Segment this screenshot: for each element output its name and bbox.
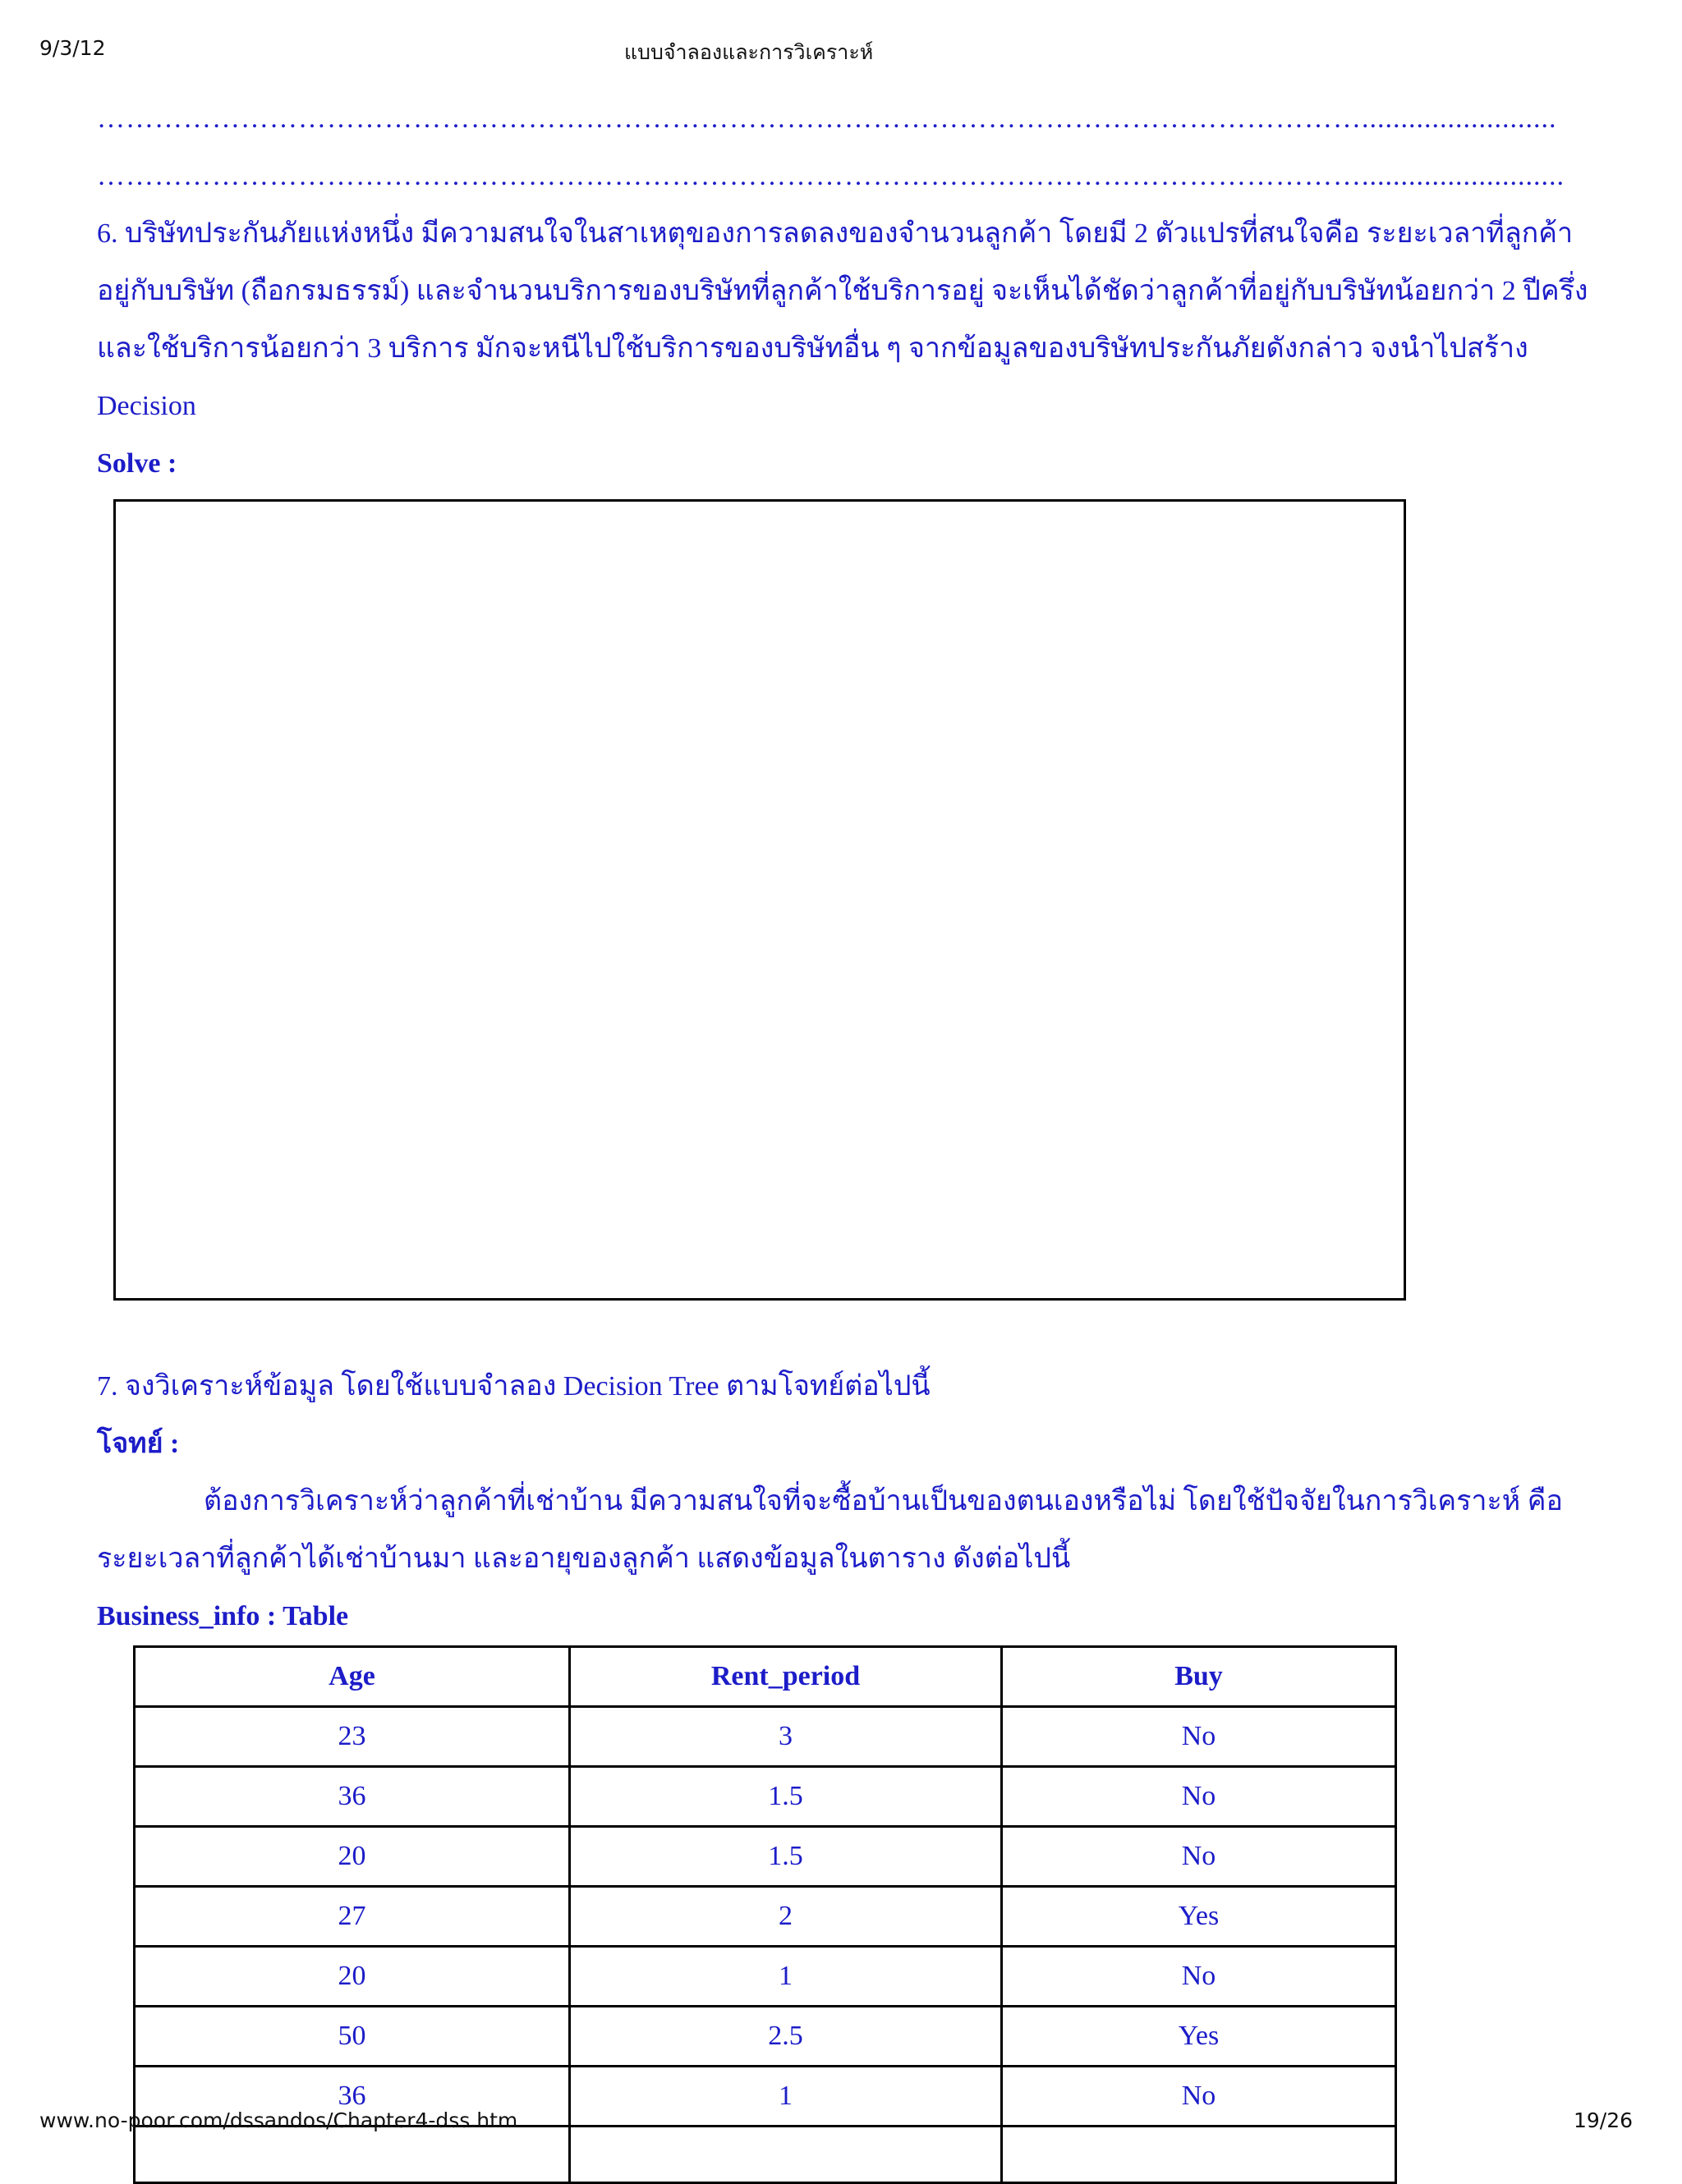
cell-rent-period: 2 (570, 1887, 1002, 1947)
cell-buy: No (1002, 1827, 1396, 1887)
question-7-text: 7. จงวิเคราะห์ข้อมูล โดยใช้แบบจำลอง Decision Tree ตามโจทย์ต่อไปนี้ (97, 1371, 931, 1402)
footer-page-number: 19/26 (1573, 2108, 1633, 2132)
cell-buy: No (1002, 2067, 1396, 2127)
cell-buy: No (1002, 1947, 1396, 2007)
cell-rent-period: 2.5 (570, 2007, 1002, 2067)
footer-url: www.no-poor.com/dssandos/Chapter4-dss.htm (39, 2108, 518, 2132)
table-row (135, 1887, 1396, 1947)
header-buy: Buy (1002, 1647, 1396, 1707)
question-6-text: 6. บริษัทประกันภัยแห่งหนึ่ง มีความสนใจในสาเหตุของการลดลงของจำนวนลูกค้า โดยมี 2 ตัวแปรที่สนใจคือ ระยะเวลาที่ลูกค้าอยู่กับบริษัท (ถือกรมธรรม์) และจำนวนบริการของบริษัทที่ลูกค้าใช้บริการอยู่ จะเห็นได้ชัดว่าลูกค้าที่อยู่กับบริษัทน้อยกว่า 2 ปีครึ่ง และใช้บริการน้อยกว่า 3 บริการ มักจะหนีไปใช้บริการของบริษัทอื่น ๆ จากข้อมูลของบริษัทประกันภัยดังกล่าว จงนำไปสร้าง Decision (97, 218, 1588, 421)
cell-age: 50 (135, 2007, 570, 2067)
table-label: Business_info : Table (97, 1601, 349, 1631)
dotted-answer-line: …………………………………………………………………………………………………………………….......................... (97, 161, 1565, 191)
header-date: 9/3/12 (39, 36, 106, 60)
table-row (135, 2127, 1396, 2183)
cell-buy (1002, 2127, 1396, 2183)
cell-buy: Yes (1002, 2007, 1396, 2067)
cell-buy: No (1002, 1707, 1396, 1767)
table-row (135, 1707, 1396, 1767)
cell-age: 27 (135, 1887, 570, 1947)
cell-buy: No (1002, 1767, 1396, 1827)
solve-label: Solve : (97, 448, 177, 479)
cell-buy: Yes (1002, 1887, 1396, 1947)
table-row (135, 2007, 1396, 2067)
cell-rent-period: 1.5 (570, 1827, 1002, 1887)
cell-age: 23 (135, 1707, 570, 1767)
cell-rent-period: 1 (570, 2067, 1002, 2127)
cell-rent-period: 3 (570, 1707, 1002, 1767)
problem-text: ต้องการวิเคราะห์ว่าลูกค้าที่เช่าบ้าน มีความสนใจที่จะซื้อบ้านเป็นของตนเองหรือไม่ โดยใช้ปัจจัยในการวิเคราะห์ คือ ระยะเวลาที่ลูกค้าได้เช่าบ้านมา และอายุของลูกค้า แสดงข้อมูลในตาราง ดังต่อไปนี้ (97, 1486, 1563, 1574)
cell-rent-period: 1 (570, 1947, 1002, 2007)
dotted-answer-line: ……………………………………………………………………………………………………………………......................... (97, 103, 1557, 134)
cell-age: 36 (135, 2067, 570, 2127)
problem-label: โจทย์ : (97, 1429, 180, 1459)
cell-age: 20 (135, 1947, 570, 2007)
cell-rent-period (570, 2127, 1002, 2183)
cell-rent-period: 1.5 (570, 1767, 1002, 1827)
header-rent-period: Rent_period (570, 1647, 1002, 1707)
business-info-table (133, 1645, 1397, 2184)
cell-age (135, 2127, 570, 2183)
table-row (135, 1767, 1396, 1827)
table-header-row (135, 1647, 1396, 1707)
cell-age: 20 (135, 1827, 570, 1887)
header-title: แบบจำลองและการวิเคราะห์ (624, 40, 874, 64)
header-age: Age (135, 1647, 570, 1707)
document-body (97, 90, 1592, 2184)
table-row (135, 1947, 1396, 2007)
table-row (135, 1827, 1396, 1887)
cell-age: 36 (135, 1767, 570, 1827)
answer-box (113, 499, 1406, 1301)
